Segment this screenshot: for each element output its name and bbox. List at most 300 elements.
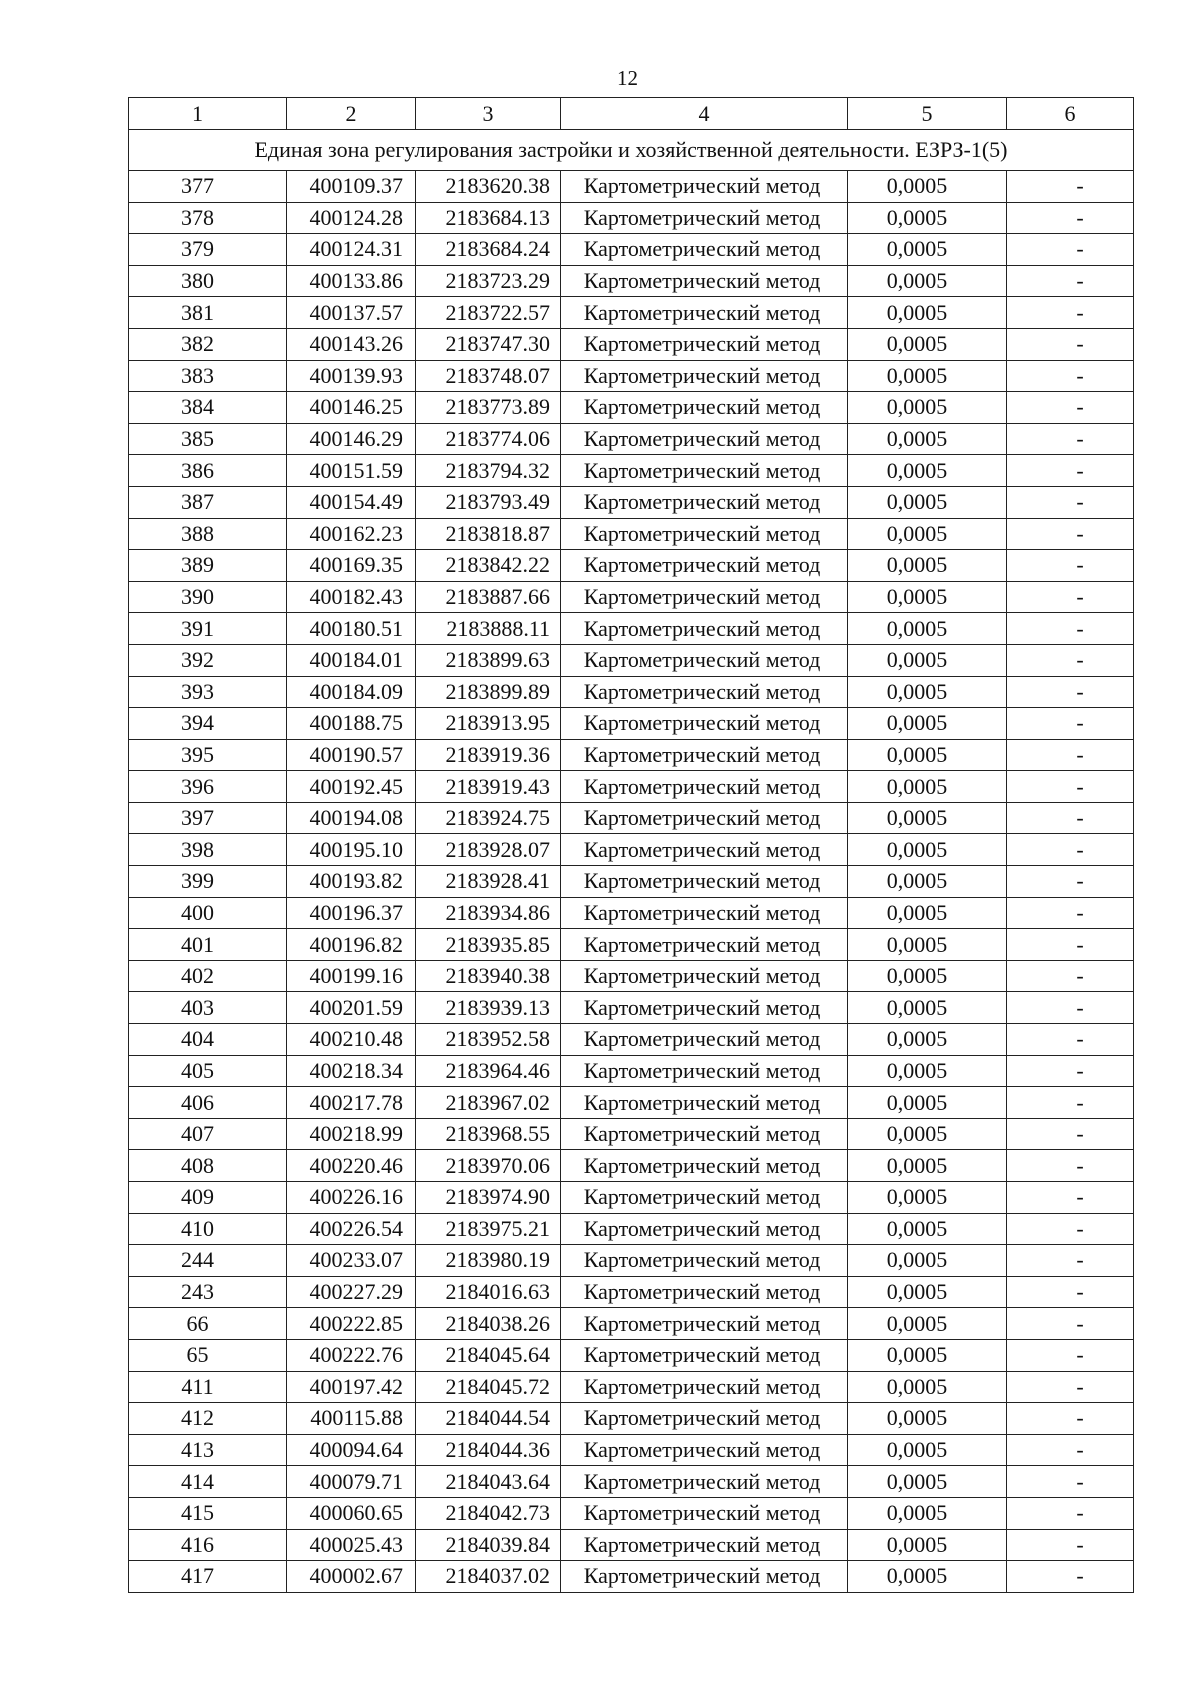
x-coordinate-cell: 400146.29	[287, 423, 416, 455]
accuracy-cell: 0,0005	[848, 518, 1007, 550]
accuracy-cell: 0,0005	[848, 1497, 1007, 1529]
table-row	[129, 328, 1134, 360]
x-coordinate-cell: 400210.48	[287, 1024, 416, 1056]
accuracy-cell: 0,0005	[848, 423, 1007, 455]
method-cell: Картометрический метод	[561, 1118, 848, 1150]
point-number-cell: 244	[129, 1245, 287, 1277]
y-coordinate-cell: 2183975.21	[416, 1213, 561, 1245]
x-coordinate-cell: 400218.34	[287, 1055, 416, 1087]
x-coordinate-cell: 400196.82	[287, 929, 416, 961]
x-coordinate-cell: 400079.71	[287, 1466, 416, 1498]
accuracy-cell: 0,0005	[848, 613, 1007, 645]
note-cell: -	[1007, 1024, 1134, 1056]
y-coordinate-cell: 2184045.72	[416, 1371, 561, 1403]
method-cell: Картометрический метод	[561, 1561, 848, 1593]
method-cell: Картометрический метод	[561, 644, 848, 676]
note-cell: -	[1007, 771, 1134, 803]
method-cell: Картометрический метод	[561, 1371, 848, 1403]
x-coordinate-cell: 400195.10	[287, 834, 416, 866]
note-cell: -	[1007, 834, 1134, 866]
point-number-cell: 381	[129, 297, 287, 329]
y-coordinate-cell: 2183794.32	[416, 455, 561, 487]
y-coordinate-cell: 2183620.38	[416, 171, 561, 203]
method-cell: Картометрический метод	[561, 771, 848, 803]
accuracy-cell: 0,0005	[848, 897, 1007, 929]
note-cell: -	[1007, 202, 1134, 234]
x-coordinate-cell: 400196.37	[287, 897, 416, 929]
y-coordinate-cell: 2183899.89	[416, 676, 561, 708]
method-cell: Картометрический метод	[561, 265, 848, 297]
y-coordinate-cell: 2183684.13	[416, 202, 561, 234]
accuracy-cell: 0,0005	[848, 802, 1007, 834]
table-row	[129, 929, 1134, 961]
y-coordinate-cell: 2183684.24	[416, 234, 561, 266]
note-cell: -	[1007, 1276, 1134, 1308]
point-number-cell: 395	[129, 739, 287, 771]
point-number-cell: 392	[129, 644, 287, 676]
table-row	[129, 581, 1134, 613]
x-coordinate-cell: 400151.59	[287, 455, 416, 487]
point-number-cell: 407	[129, 1118, 287, 1150]
accuracy-cell: 0,0005	[848, 1561, 1007, 1593]
note-cell: -	[1007, 708, 1134, 740]
table-row	[129, 171, 1134, 203]
note-cell: -	[1007, 1150, 1134, 1182]
x-coordinate-cell: 400190.57	[287, 739, 416, 771]
x-coordinate-cell: 400197.42	[287, 1371, 416, 1403]
x-coordinate-cell: 400162.23	[287, 518, 416, 550]
table-row	[129, 518, 1134, 550]
note-cell: -	[1007, 676, 1134, 708]
point-number-cell: 390	[129, 581, 287, 613]
x-coordinate-cell: 400124.28	[287, 202, 416, 234]
method-cell: Картометрический метод	[561, 1529, 848, 1561]
point-number-cell: 393	[129, 676, 287, 708]
accuracy-cell: 0,0005	[848, 739, 1007, 771]
point-number-cell: 377	[129, 171, 287, 203]
table-row	[129, 1561, 1134, 1593]
x-coordinate-cell: 400222.85	[287, 1308, 416, 1340]
accuracy-cell: 0,0005	[848, 708, 1007, 740]
table-row	[129, 960, 1134, 992]
point-number-cell: 413	[129, 1434, 287, 1466]
method-cell: Картометрический метод	[561, 1150, 848, 1182]
point-number-cell: 408	[129, 1150, 287, 1182]
column-header: 2	[287, 98, 416, 130]
x-coordinate-cell: 400146.25	[287, 392, 416, 424]
method-cell: Картометрический метод	[561, 1213, 848, 1245]
y-coordinate-cell: 2183964.46	[416, 1055, 561, 1087]
accuracy-cell: 0,0005	[848, 234, 1007, 266]
method-cell: Картометрический метод	[561, 1403, 848, 1435]
x-coordinate-cell: 400217.78	[287, 1087, 416, 1119]
table-row	[129, 739, 1134, 771]
table-row	[129, 834, 1134, 866]
x-coordinate-cell: 400169.35	[287, 550, 416, 582]
table-row	[129, 802, 1134, 834]
y-coordinate-cell: 2183970.06	[416, 1150, 561, 1182]
note-cell: -	[1007, 234, 1134, 266]
point-number-cell: 394	[129, 708, 287, 740]
note-cell: -	[1007, 1434, 1134, 1466]
table-row	[129, 234, 1134, 266]
method-cell: Картометрический метод	[561, 1024, 848, 1056]
table-row	[129, 486, 1134, 518]
y-coordinate-cell: 2184037.02	[416, 1561, 561, 1593]
method-cell: Картометрический метод	[561, 423, 848, 455]
table-row	[129, 771, 1134, 803]
accuracy-cell: 0,0005	[848, 1371, 1007, 1403]
method-cell: Картометрический метод	[561, 897, 848, 929]
table-row	[129, 866, 1134, 898]
method-cell: Картометрический метод	[561, 613, 848, 645]
y-coordinate-cell: 2183919.36	[416, 739, 561, 771]
y-coordinate-cell: 2184038.26	[416, 1308, 561, 1340]
note-cell: -	[1007, 518, 1134, 550]
column-header: 4	[561, 98, 848, 130]
method-cell: Картометрический метод	[561, 960, 848, 992]
x-coordinate-cell: 400154.49	[287, 486, 416, 518]
point-number-cell: 380	[129, 265, 287, 297]
x-coordinate-cell: 400199.16	[287, 960, 416, 992]
point-number-cell: 414	[129, 1466, 287, 1498]
point-number-cell: 415	[129, 1497, 287, 1529]
note-cell: -	[1007, 423, 1134, 455]
x-coordinate-cell: 400226.54	[287, 1213, 416, 1245]
table-row	[129, 644, 1134, 676]
method-cell: Картометрический метод	[561, 360, 848, 392]
accuracy-cell: 0,0005	[848, 550, 1007, 582]
method-cell: Картометрический метод	[561, 486, 848, 518]
zone-title: Единая зона регулирования застройки и хозяйственной деятельности. ЕЗРЗ-1(5)	[129, 130, 1134, 171]
point-number-cell: 406	[129, 1087, 287, 1119]
y-coordinate-cell: 2183888.11	[416, 613, 561, 645]
x-coordinate-cell: 400194.08	[287, 802, 416, 834]
point-number-cell: 402	[129, 960, 287, 992]
page-number: 12	[617, 66, 638, 90]
point-number-cell: 389	[129, 550, 287, 582]
point-number-cell: 405	[129, 1055, 287, 1087]
note-cell: -	[1007, 1087, 1134, 1119]
y-coordinate-cell: 2183919.43	[416, 771, 561, 803]
y-coordinate-cell: 2184043.64	[416, 1466, 561, 1498]
x-coordinate-cell: 400109.37	[287, 171, 416, 203]
x-coordinate-cell: 400184.09	[287, 676, 416, 708]
accuracy-cell: 0,0005	[848, 866, 1007, 898]
table-row	[129, 265, 1134, 297]
method-cell: Картометрический метод	[561, 1182, 848, 1214]
method-cell: Картометрический метод	[561, 866, 848, 898]
note-cell: -	[1007, 929, 1134, 961]
note-cell: -	[1007, 644, 1134, 676]
accuracy-cell: 0,0005	[848, 644, 1007, 676]
column-header-row	[129, 98, 1134, 130]
point-number-cell: 387	[129, 486, 287, 518]
column-header: 6	[1007, 98, 1134, 130]
table-row	[129, 1308, 1134, 1340]
point-number-cell: 383	[129, 360, 287, 392]
table-row	[129, 1213, 1134, 1245]
point-number-cell: 397	[129, 802, 287, 834]
table-row	[129, 1182, 1134, 1214]
method-cell: Картометрический метод	[561, 455, 848, 487]
point-number-cell: 386	[129, 455, 287, 487]
point-number-cell: 379	[129, 234, 287, 266]
y-coordinate-cell: 2183722.57	[416, 297, 561, 329]
y-coordinate-cell: 2183793.49	[416, 486, 561, 518]
point-number-cell: 378	[129, 202, 287, 234]
table-row	[129, 897, 1134, 929]
table-row	[129, 708, 1134, 740]
note-cell: -	[1007, 581, 1134, 613]
x-coordinate-cell: 400180.51	[287, 613, 416, 645]
method-cell: Картометрический метод	[561, 1434, 848, 1466]
x-coordinate-cell: 400060.65	[287, 1497, 416, 1529]
point-number-cell: 417	[129, 1561, 287, 1593]
accuracy-cell: 0,0005	[848, 1339, 1007, 1371]
accuracy-cell: 0,0005	[848, 360, 1007, 392]
accuracy-cell: 0,0005	[848, 834, 1007, 866]
point-number-cell: 388	[129, 518, 287, 550]
note-cell: -	[1007, 992, 1134, 1024]
point-number-cell: 412	[129, 1403, 287, 1435]
column-header: 1	[129, 98, 287, 130]
note-cell: -	[1007, 613, 1134, 645]
note-cell: -	[1007, 802, 1134, 834]
table-row	[129, 1276, 1134, 1308]
table-row	[129, 613, 1134, 645]
accuracy-cell: 0,0005	[848, 1024, 1007, 1056]
y-coordinate-cell: 2183842.22	[416, 550, 561, 582]
x-coordinate-cell: 400115.88	[287, 1403, 416, 1435]
y-coordinate-cell: 2184039.84	[416, 1529, 561, 1561]
accuracy-cell: 0,0005	[848, 1403, 1007, 1435]
note-cell: -	[1007, 1497, 1134, 1529]
note-cell: -	[1007, 265, 1134, 297]
y-coordinate-cell: 2183887.66	[416, 581, 561, 613]
accuracy-cell: 0,0005	[848, 486, 1007, 518]
x-coordinate-cell: 400188.75	[287, 708, 416, 740]
table-row	[129, 1150, 1134, 1182]
method-cell: Картометрический метод	[561, 1087, 848, 1119]
x-coordinate-cell: 400137.57	[287, 297, 416, 329]
y-coordinate-cell: 2183928.41	[416, 866, 561, 898]
x-coordinate-cell: 400192.45	[287, 771, 416, 803]
table-body	[129, 98, 1134, 1593]
column-header: 5	[848, 98, 1007, 130]
y-coordinate-cell: 2183967.02	[416, 1087, 561, 1119]
method-cell: Картометрический метод	[561, 739, 848, 771]
method-cell: Картометрический метод	[561, 297, 848, 329]
y-coordinate-cell: 2183940.38	[416, 960, 561, 992]
y-coordinate-cell: 2183747.30	[416, 328, 561, 360]
note-cell: -	[1007, 171, 1134, 203]
note-cell: -	[1007, 1466, 1134, 1498]
accuracy-cell: 0,0005	[848, 1276, 1007, 1308]
y-coordinate-cell: 2183934.86	[416, 897, 561, 929]
point-number-cell: 384	[129, 392, 287, 424]
method-cell: Картометрический метод	[561, 1497, 848, 1529]
note-cell: -	[1007, 1182, 1134, 1214]
table-row	[129, 1497, 1134, 1529]
point-number-cell: 410	[129, 1213, 287, 1245]
method-cell: Картометрический метод	[561, 518, 848, 550]
table-row	[129, 1371, 1134, 1403]
accuracy-cell: 0,0005	[848, 328, 1007, 360]
accuracy-cell: 0,0005	[848, 1118, 1007, 1150]
note-cell: -	[1007, 1308, 1134, 1340]
accuracy-cell: 0,0005	[848, 581, 1007, 613]
table-row	[129, 455, 1134, 487]
method-cell: Картометрический метод	[561, 708, 848, 740]
x-coordinate-cell: 400124.31	[287, 234, 416, 266]
accuracy-cell: 0,0005	[848, 1055, 1007, 1087]
note-cell: -	[1007, 486, 1134, 518]
note-cell: -	[1007, 1529, 1134, 1561]
table-row	[129, 1529, 1134, 1561]
table-row	[129, 1024, 1134, 1056]
x-coordinate-cell: 400233.07	[287, 1245, 416, 1277]
table-row	[129, 1055, 1134, 1087]
point-number-cell: 243	[129, 1276, 287, 1308]
method-cell: Картометрический метод	[561, 1276, 848, 1308]
x-coordinate-cell: 400226.16	[287, 1182, 416, 1214]
point-number-cell: 66	[129, 1308, 287, 1340]
x-coordinate-cell: 400143.26	[287, 328, 416, 360]
accuracy-cell: 0,0005	[848, 929, 1007, 961]
y-coordinate-cell: 2184044.54	[416, 1403, 561, 1435]
x-coordinate-cell: 400133.86	[287, 265, 416, 297]
y-coordinate-cell: 2183935.85	[416, 929, 561, 961]
accuracy-cell: 0,0005	[848, 992, 1007, 1024]
coordinates-table	[128, 97, 1134, 1593]
y-coordinate-cell: 2183774.06	[416, 423, 561, 455]
accuracy-cell: 0,0005	[848, 1087, 1007, 1119]
method-cell: Картометрический метод	[561, 550, 848, 582]
point-number-cell: 396	[129, 771, 287, 803]
table-row	[129, 1466, 1134, 1498]
x-coordinate-cell: 400218.99	[287, 1118, 416, 1150]
table-row	[129, 1434, 1134, 1466]
table-row	[129, 676, 1134, 708]
table-row	[129, 202, 1134, 234]
x-coordinate-cell: 400094.64	[287, 1434, 416, 1466]
table-row	[129, 1087, 1134, 1119]
y-coordinate-cell: 2183723.29	[416, 265, 561, 297]
method-cell: Картометрический метод	[561, 929, 848, 961]
method-cell: Картометрический метод	[561, 171, 848, 203]
y-coordinate-cell: 2183939.13	[416, 992, 561, 1024]
x-coordinate-cell: 400193.82	[287, 866, 416, 898]
note-cell: -	[1007, 960, 1134, 992]
method-cell: Картометрический метод	[561, 1245, 848, 1277]
point-number-cell: 398	[129, 834, 287, 866]
table-row	[129, 423, 1134, 455]
accuracy-cell: 0,0005	[848, 1182, 1007, 1214]
note-cell: -	[1007, 866, 1134, 898]
table-row	[129, 297, 1134, 329]
note-cell: -	[1007, 550, 1134, 582]
x-coordinate-cell: 400227.29	[287, 1276, 416, 1308]
x-coordinate-cell: 400002.67	[287, 1561, 416, 1593]
note-cell: -	[1007, 455, 1134, 487]
method-cell: Картометрический метод	[561, 234, 848, 266]
column-header: 3	[416, 98, 561, 130]
point-number-cell: 382	[129, 328, 287, 360]
y-coordinate-cell: 2183748.07	[416, 360, 561, 392]
x-coordinate-cell: 400025.43	[287, 1529, 416, 1561]
method-cell: Картометрический метод	[561, 328, 848, 360]
accuracy-cell: 0,0005	[848, 1529, 1007, 1561]
y-coordinate-cell: 2183818.87	[416, 518, 561, 550]
accuracy-cell: 0,0005	[848, 171, 1007, 203]
point-number-cell: 416	[129, 1529, 287, 1561]
note-cell: -	[1007, 1561, 1134, 1593]
method-cell: Картометрический метод	[561, 202, 848, 234]
y-coordinate-cell: 2183974.90	[416, 1182, 561, 1214]
point-number-cell: 403	[129, 992, 287, 1024]
method-cell: Картометрический метод	[561, 802, 848, 834]
point-number-cell: 400	[129, 897, 287, 929]
method-cell: Картометрический метод	[561, 992, 848, 1024]
y-coordinate-cell: 2183924.75	[416, 802, 561, 834]
note-cell: -	[1007, 1371, 1134, 1403]
accuracy-cell: 0,0005	[848, 960, 1007, 992]
method-cell: Картометрический метод	[561, 581, 848, 613]
y-coordinate-cell: 2184044.36	[416, 1434, 561, 1466]
method-cell: Картометрический метод	[561, 834, 848, 866]
table-row	[129, 1339, 1134, 1371]
table-row	[129, 1118, 1134, 1150]
accuracy-cell: 0,0005	[848, 297, 1007, 329]
table-row	[129, 1245, 1134, 1277]
x-coordinate-cell: 400139.93	[287, 360, 416, 392]
x-coordinate-cell: 400222.76	[287, 1339, 416, 1371]
method-cell: Картометрический метод	[561, 1466, 848, 1498]
point-number-cell: 404	[129, 1024, 287, 1056]
y-coordinate-cell: 2183913.95	[416, 708, 561, 740]
point-number-cell: 411	[129, 1371, 287, 1403]
note-cell: -	[1007, 1118, 1134, 1150]
note-cell: -	[1007, 1403, 1134, 1435]
method-cell: Картометрический метод	[561, 1339, 848, 1371]
method-cell: Картометрический метод	[561, 676, 848, 708]
note-cell: -	[1007, 297, 1134, 329]
x-coordinate-cell: 400184.01	[287, 644, 416, 676]
x-coordinate-cell: 400201.59	[287, 992, 416, 1024]
accuracy-cell: 0,0005	[848, 455, 1007, 487]
y-coordinate-cell: 2183899.63	[416, 644, 561, 676]
note-cell: -	[1007, 1339, 1134, 1371]
note-cell: -	[1007, 360, 1134, 392]
note-cell: -	[1007, 1055, 1134, 1087]
accuracy-cell: 0,0005	[848, 1466, 1007, 1498]
accuracy-cell: 0,0005	[848, 1213, 1007, 1245]
table-row	[129, 360, 1134, 392]
y-coordinate-cell: 2183980.19	[416, 1245, 561, 1277]
note-cell: -	[1007, 392, 1134, 424]
method-cell: Картометрический метод	[561, 1055, 848, 1087]
y-coordinate-cell: 2183968.55	[416, 1118, 561, 1150]
point-number-cell: 65	[129, 1339, 287, 1371]
point-number-cell: 409	[129, 1182, 287, 1214]
accuracy-cell: 0,0005	[848, 1308, 1007, 1340]
point-number-cell: 399	[129, 866, 287, 898]
accuracy-cell: 0,0005	[848, 1245, 1007, 1277]
note-cell: -	[1007, 1213, 1134, 1245]
point-number-cell: 385	[129, 423, 287, 455]
accuracy-cell: 0,0005	[848, 202, 1007, 234]
